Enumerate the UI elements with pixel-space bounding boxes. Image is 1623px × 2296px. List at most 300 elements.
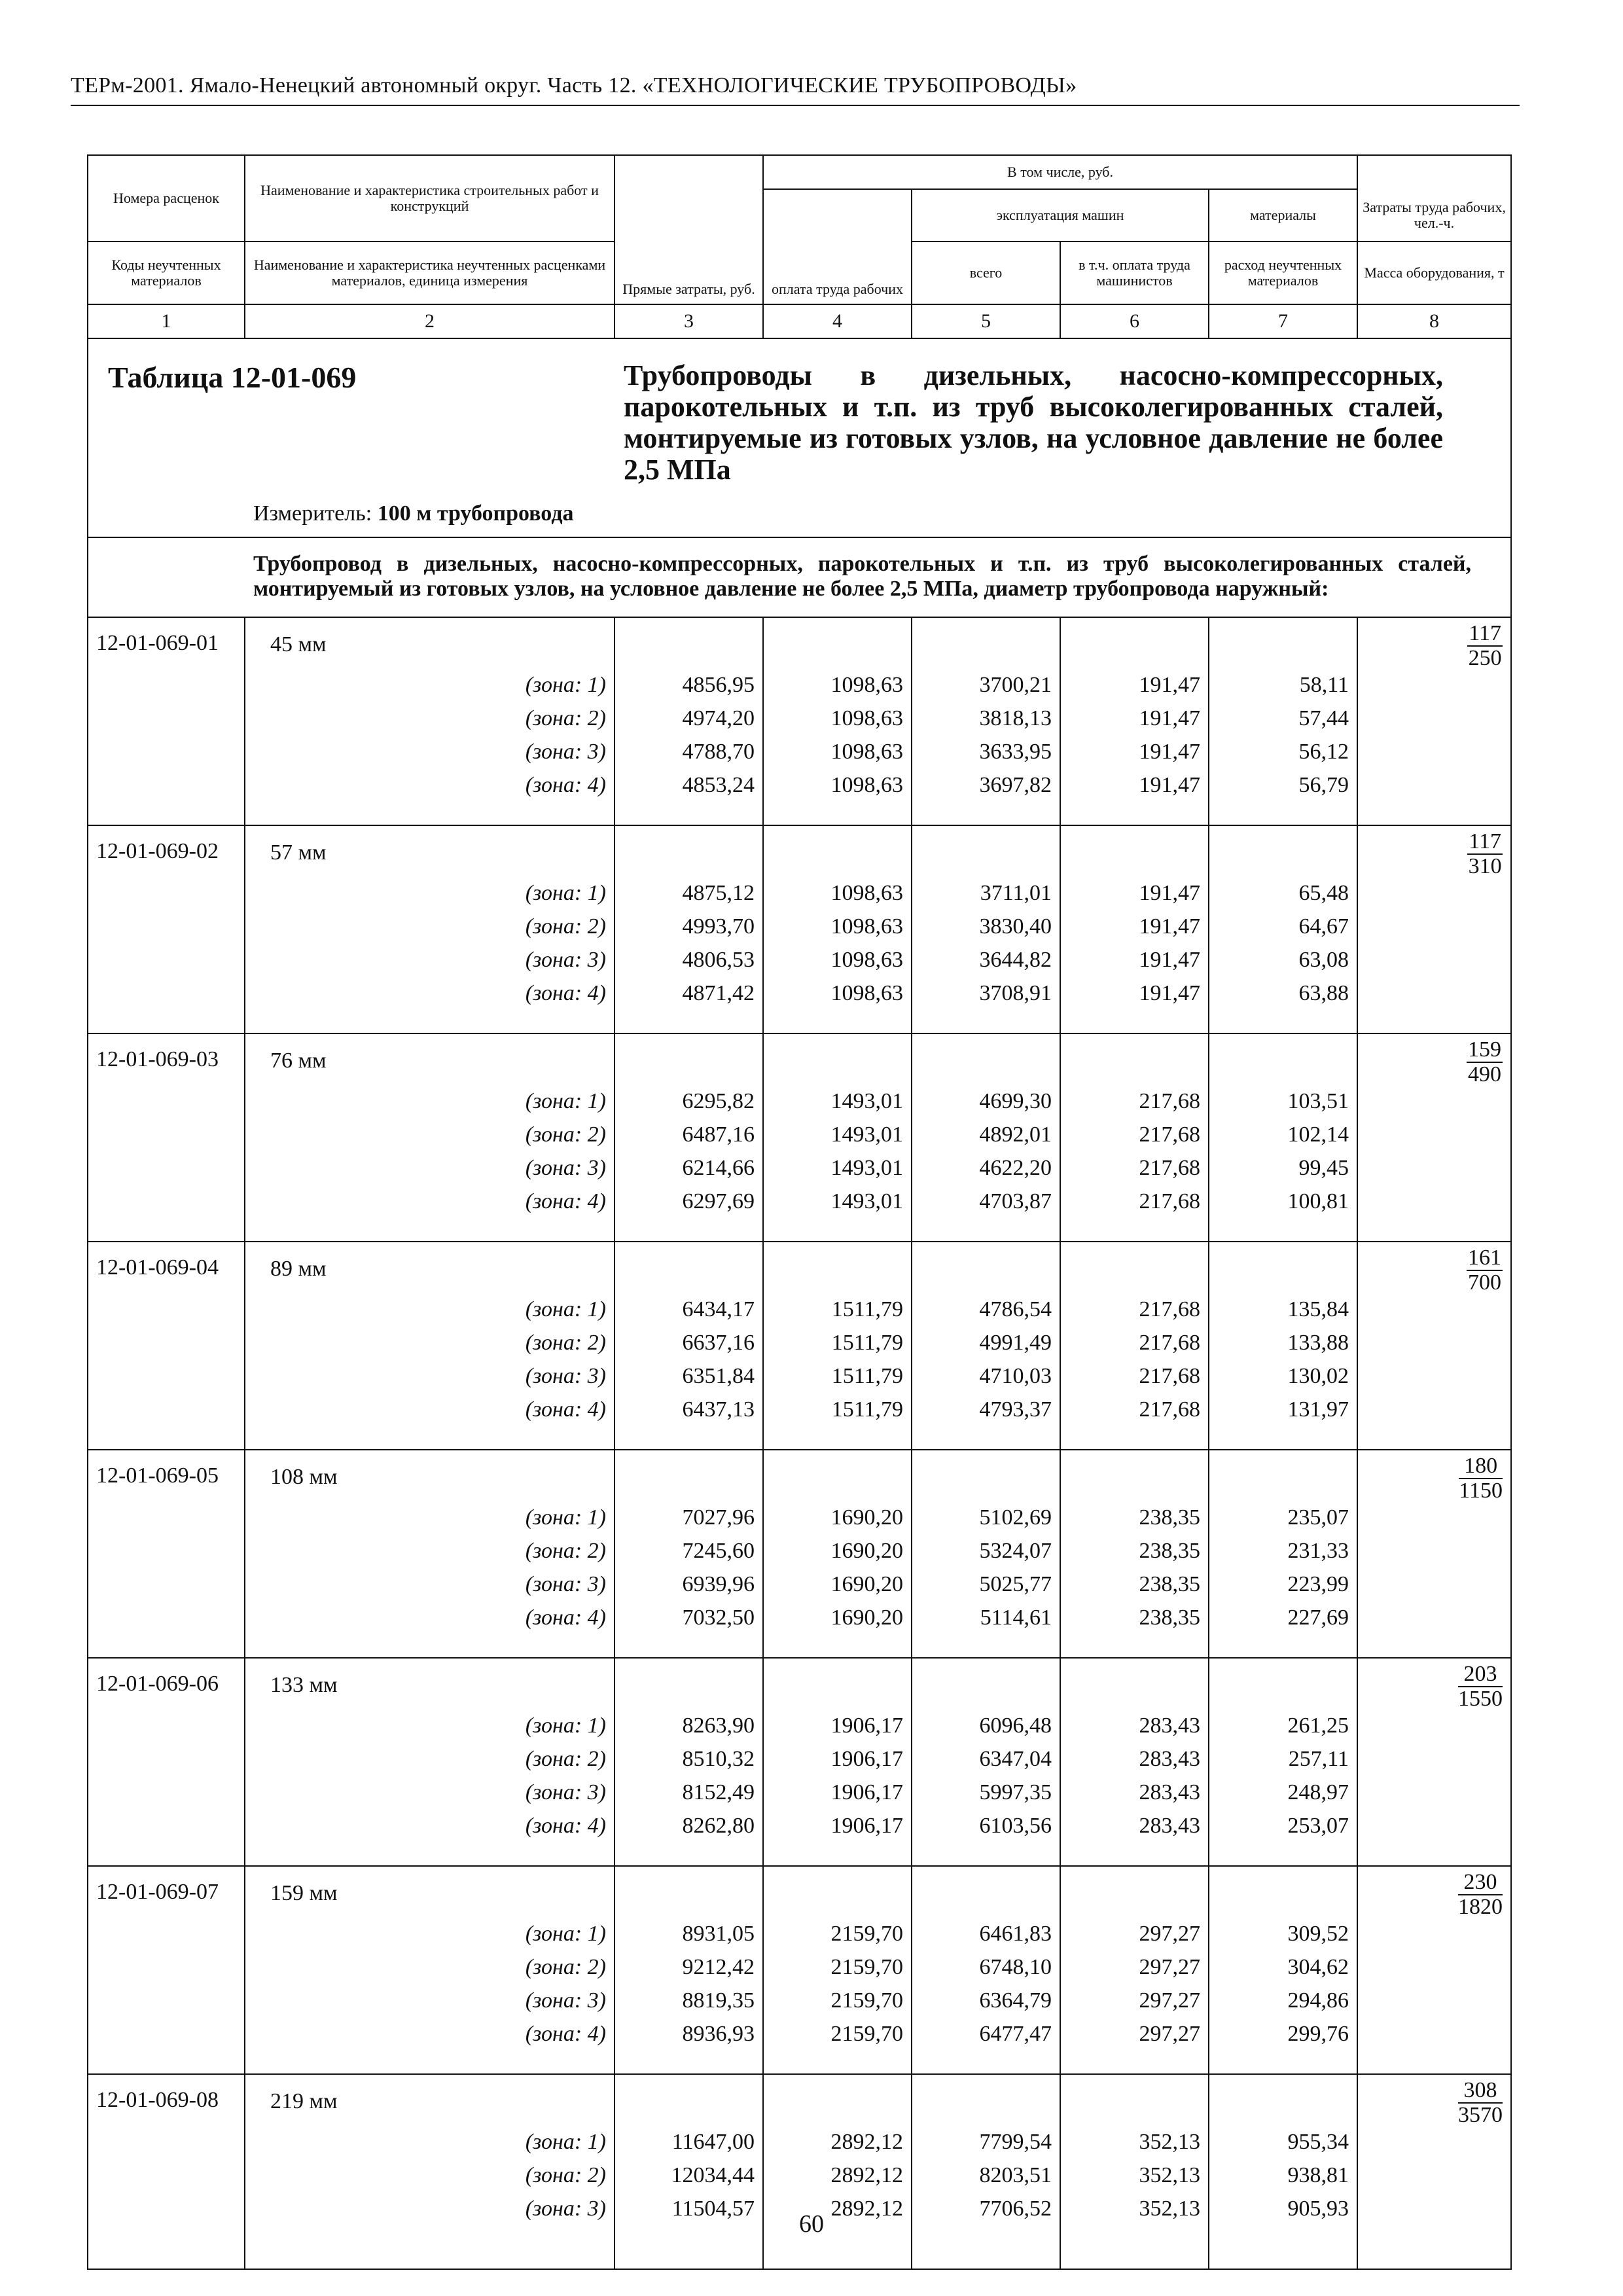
zone-label: (зона: 1)	[525, 2130, 606, 2154]
value-machines: 3697,82	[979, 773, 1052, 797]
value-wages: 1511,79	[831, 1397, 903, 1422]
value-cell-machines	[912, 1242, 1060, 1450]
value-wages: 1511,79	[831, 1297, 903, 1321]
value-direct: 6939,96	[682, 1572, 755, 1596]
equipment-mass: 1150	[1459, 1479, 1503, 1503]
value-direct: 6214,66	[682, 1156, 755, 1180]
value-machinists: 217,68	[1139, 1331, 1200, 1355]
value-machinists: 217,68	[1139, 1397, 1200, 1422]
col-wages: оплата труда рабочих	[763, 189, 912, 304]
value-cell-direct	[615, 2074, 763, 2269]
value-machines: 4710,03	[979, 1364, 1052, 1388]
value-direct: 7027,96	[682, 1505, 755, 1530]
item-name-cell	[245, 2074, 615, 2269]
labor-mass-cell	[1357, 825, 1511, 1033]
value-cell-materials	[1209, 1658, 1357, 1866]
value-machines: 5102,69	[979, 1505, 1052, 1530]
value-machines: 6461,83	[979, 1922, 1052, 1946]
value-machinists: 238,35	[1139, 1572, 1200, 1596]
zone-label: (зона: 2)	[525, 1747, 606, 1771]
value-direct: 4853,24	[682, 773, 755, 797]
value-wages: 1906,17	[830, 1747, 903, 1771]
table-row	[88, 1242, 1511, 1450]
value-machines: 5114,61	[980, 1605, 1052, 1630]
rate-code: 12-01-069-06	[88, 1658, 245, 1866]
value-wages: 1511,79	[831, 1331, 903, 1355]
col-num: 3	[615, 304, 763, 338]
value-direct: 4993,70	[682, 914, 755, 939]
value-wages: 1906,17	[830, 1814, 903, 1838]
value-direct: 7032,50	[682, 1605, 755, 1630]
col-total: всего	[912, 242, 1060, 304]
value-cell-machinists	[1060, 825, 1209, 1033]
zone-label: (зона: 2)	[525, 1539, 606, 1563]
value-wages: 1906,17	[830, 1780, 903, 1804]
value-wages: 2892,12	[830, 2130, 903, 2154]
value-direct: 6351,84	[682, 1364, 755, 1388]
value-cell-direct	[615, 1450, 763, 1658]
labor-mass-cell	[1357, 617, 1511, 825]
rate-code: 12-01-069-01	[88, 617, 245, 825]
column-numbers-row	[88, 304, 1511, 338]
value-machines: 4699,30	[979, 1089, 1052, 1113]
pipe-diameter: 219 мм	[270, 2089, 338, 2113]
zone-label: (зона: 3)	[525, 1572, 606, 1596]
value-cell-direct	[615, 617, 763, 825]
value-cell-materials	[1209, 1450, 1357, 1658]
zone-label: (зона: 4)	[525, 981, 606, 1005]
col-labor: Затраты труда рабочих, чел.-ч.	[1357, 189, 1511, 242]
zone-label: (зона: 3)	[525, 1364, 606, 1388]
value-cell-machines	[912, 617, 1060, 825]
equipment-mass: 310	[1468, 854, 1502, 878]
table-row	[88, 1866, 1511, 2074]
value-direct: 6437,13	[682, 1397, 755, 1422]
zone-label: (зона: 3)	[525, 1780, 606, 1804]
labor-mass-fraction	[1459, 1454, 1503, 1503]
value-wages: 1098,63	[830, 881, 903, 905]
labor-mass-cell	[1357, 1658, 1511, 1866]
table-label: Таблица 12-01-069	[108, 361, 357, 394]
value-cell-machines	[912, 825, 1060, 1033]
value-wages: 2159,70	[830, 2022, 903, 2046]
equipment-mass: 700	[1468, 1270, 1502, 1295]
labor-hours: 180	[1459, 1454, 1503, 1479]
value-machines: 4786,54	[979, 1297, 1052, 1321]
value-machinists: 191,47	[1139, 773, 1200, 797]
value-wages: 2159,70	[830, 1955, 903, 1979]
value-cell-direct	[615, 1866, 763, 2074]
labor-hours: 230	[1458, 1871, 1503, 1895]
col-num: 8	[1357, 304, 1511, 338]
value-machinists: 191,47	[1139, 948, 1200, 972]
labor-mass-fraction	[1458, 1662, 1503, 1711]
pipe-diameter: 45 мм	[270, 632, 327, 656]
items-body	[88, 617, 1511, 2269]
value-machines: 3708,91	[979, 981, 1052, 1005]
value-wages: 1690,20	[830, 1572, 903, 1596]
zone-label: (зона: 1)	[525, 673, 606, 697]
value-machines: 6103,56	[979, 1814, 1052, 1838]
value-machinists: 238,35	[1139, 1539, 1200, 1563]
col-rates-no: Номера расценок	[88, 155, 245, 242]
table-row	[88, 825, 1511, 1033]
labor-mass-fraction	[1467, 830, 1503, 878]
value-materials: 103,51	[1287, 1089, 1349, 1113]
rate-code: 12-01-069-07	[88, 1866, 245, 2074]
col-mass: Масса оборудования, т	[1357, 242, 1511, 304]
value-cell-materials	[1209, 1866, 1357, 2074]
item-name-cell	[245, 617, 615, 825]
item-name-cell	[245, 1658, 615, 1866]
value-machines: 6096,48	[979, 1713, 1052, 1738]
value-cell-materials	[1209, 825, 1357, 1033]
col-num: 1	[88, 304, 245, 338]
labor-mass-fraction	[1458, 1871, 1503, 1919]
value-machines: 6347,04	[979, 1747, 1052, 1771]
value-cell-machinists	[1060, 1033, 1209, 1242]
value-machinists: 217,68	[1139, 1189, 1200, 1213]
value-machines: 4793,37	[979, 1397, 1052, 1422]
value-materials: 131,97	[1287, 1397, 1349, 1422]
value-direct: 6637,16	[682, 1331, 755, 1355]
pipe-diameter: 57 мм	[270, 840, 327, 865]
value-direct: 4806,53	[682, 948, 755, 972]
col-num: 2	[245, 304, 615, 338]
zone-label: (зона: 2)	[525, 1331, 606, 1355]
value-cell-direct	[615, 1658, 763, 1866]
value-cell-machinists	[1060, 617, 1209, 825]
value-cell-machines	[912, 1658, 1060, 1866]
value-wages: 1098,63	[830, 914, 903, 939]
value-wages: 1098,63	[830, 981, 903, 1005]
value-wages: 1098,63	[830, 673, 903, 697]
value-machinists: 217,68	[1139, 1156, 1200, 1180]
value-cell-machines	[912, 1450, 1060, 1658]
measure	[253, 501, 574, 526]
zone-label: (зона: 1)	[525, 1089, 606, 1113]
labor-hours: 203	[1458, 1662, 1503, 1687]
table-row	[88, 2074, 1511, 2269]
value-wages: 1098,63	[830, 773, 903, 797]
zone-label: (зона: 3)	[525, 2197, 606, 2221]
value-machinists: 297,27	[1139, 1988, 1200, 2013]
value-materials: 56,79	[1298, 773, 1349, 797]
value-cell-materials	[1209, 1242, 1357, 1450]
pipe-diameter: 89 мм	[270, 1257, 327, 1281]
value-materials: 102,14	[1287, 1122, 1349, 1147]
value-machinists: 283,43	[1139, 1814, 1200, 1838]
value-machines: 4622,20	[979, 1156, 1052, 1180]
labor-mass-fraction	[1458, 2079, 1503, 2127]
value-direct: 4871,42	[682, 981, 755, 1005]
value-machinists: 191,47	[1139, 881, 1200, 905]
zone-label: (зона: 1)	[525, 881, 606, 905]
item-name-cell	[245, 1242, 615, 1450]
value-machines: 4703,87	[979, 1189, 1052, 1213]
table-description: Трубопровод в дизельных, насосно-компрессорных, парокотельных и т.п. из труб высоколегированных сталей, монтируемый из готовых узлов, на условное давление не более 2,5 МПа, диаметр трубопровода наружный:	[88, 537, 1511, 617]
value-machinists: 352,13	[1139, 2130, 1200, 2154]
value-direct: 6434,17	[682, 1297, 755, 1321]
item-name-cell	[245, 825, 615, 1033]
measure-value: 100 м трубопровода	[377, 501, 574, 526]
value-materials: 56,12	[1298, 740, 1349, 764]
value-materials: 100,81	[1287, 1189, 1349, 1213]
value-cell-machinists	[1060, 2074, 1209, 2269]
value-wages: 1493,01	[830, 1189, 903, 1213]
value-cell-wages	[763, 2074, 912, 2269]
value-cell-wages	[763, 1450, 912, 1658]
labor-mass-fraction	[1467, 1246, 1503, 1295]
col-incl-wages: в т.ч. оплата труда машинистов	[1060, 242, 1209, 304]
value-materials: 253,07	[1287, 1814, 1349, 1838]
value-direct: 6297,69	[682, 1189, 755, 1213]
table-row	[88, 1658, 1511, 1866]
value-machines: 5324,07	[979, 1539, 1052, 1563]
value-materials: 235,07	[1287, 1505, 1349, 1530]
table-row	[88, 1033, 1511, 1242]
zone-label: (зона: 3)	[525, 948, 606, 972]
value-materials: 63,08	[1298, 948, 1349, 972]
value-materials: 64,67	[1298, 914, 1349, 939]
page-header: ТЕРм-2001. Ямало-Ненецкий автономный округ. Часть 12. «ТЕХНОЛОГИЧЕСКИЕ ТРУБОПРОВОДЫ»	[71, 73, 1077, 98]
value-machines: 3633,95	[979, 740, 1052, 764]
value-machinists: 191,47	[1139, 981, 1200, 1005]
zone-label: (зона: 1)	[525, 1713, 606, 1738]
value-direct: 11647,00	[671, 2130, 755, 2154]
value-materials: 223,99	[1287, 1572, 1349, 1596]
col-codes: Коды неучтенных материалов	[88, 242, 245, 304]
zone-label: (зона: 4)	[525, 2022, 606, 2046]
value-direct: 8819,35	[682, 1988, 755, 2013]
pipe-diameter: 108 мм	[270, 1465, 338, 1489]
zone-label: (зона: 4)	[525, 1814, 606, 1838]
col-direct: Прямые затраты, руб.	[615, 155, 763, 304]
value-materials: 905,93	[1287, 2197, 1349, 2221]
value-cell-wages	[763, 1033, 912, 1242]
value-wages: 1493,01	[830, 1122, 903, 1147]
rate-code: 12-01-069-04	[88, 1242, 245, 1450]
value-wages: 2159,70	[830, 1922, 903, 1946]
labor-hours: 117	[1469, 829, 1502, 853]
value-materials: 257,11	[1288, 1747, 1349, 1771]
value-materials: 299,76	[1287, 2022, 1349, 2046]
labor-mass-cell	[1357, 1866, 1511, 2074]
value-cell-wages	[763, 1242, 912, 1450]
value-machinists: 352,13	[1139, 2197, 1200, 2221]
value-materials: 938,81	[1287, 2163, 1349, 2187]
value-materials: 304,62	[1287, 1955, 1349, 1979]
col-num: 6	[1060, 304, 1209, 338]
equipment-mass: 250	[1468, 646, 1502, 670]
value-materials: 955,34	[1287, 2130, 1349, 2154]
value-cell-machinists	[1060, 1450, 1209, 1658]
labor-hours: 117	[1469, 621, 1502, 645]
table-row	[88, 1450, 1511, 1658]
value-materials: 99,45	[1298, 1156, 1349, 1180]
value-machines: 3830,40	[979, 914, 1052, 939]
value-machines: 3644,82	[979, 948, 1052, 972]
zone-label: (зона: 1)	[525, 1297, 606, 1321]
value-direct: 4788,70	[682, 740, 755, 764]
value-wages: 1493,01	[830, 1156, 903, 1180]
rate-code: 12-01-069-03	[88, 1033, 245, 1242]
pipe-diameter: 133 мм	[270, 1673, 338, 1697]
zone-label: (зона: 2)	[525, 706, 606, 730]
item-name-cell	[245, 1033, 615, 1242]
value-cell-direct	[615, 1033, 763, 1242]
value-cell-wages	[763, 617, 912, 825]
value-cell-machinists	[1060, 1242, 1209, 1450]
value-materials: 227,69	[1287, 1605, 1349, 1630]
value-materials: 294,86	[1287, 1988, 1349, 2013]
value-wages: 1098,63	[830, 948, 903, 972]
value-wages: 1906,17	[830, 1713, 903, 1738]
page-number: 60	[799, 2210, 824, 2238]
value-wages: 1690,20	[830, 1505, 903, 1530]
value-direct: 8152,49	[682, 1780, 755, 1804]
value-direct: 9212,42	[682, 1955, 755, 1979]
equipment-mass: 1550	[1458, 1687, 1503, 1711]
value-materials: 248,97	[1287, 1780, 1349, 1804]
value-materials: 130,02	[1287, 1364, 1349, 1388]
value-direct: 8510,32	[682, 1747, 755, 1771]
value-machines: 4892,01	[979, 1122, 1052, 1147]
value-materials: 57,44	[1298, 706, 1349, 730]
value-machinists: 217,68	[1139, 1089, 1200, 1113]
value-cell-direct	[615, 825, 763, 1033]
value-machines: 6748,10	[979, 1955, 1052, 1979]
col-num: 4	[763, 304, 912, 338]
col-labor-top	[1357, 155, 1511, 189]
value-direct: 8931,05	[682, 1922, 755, 1946]
value-machines: 6477,47	[979, 2022, 1052, 2046]
labor-hours: 161	[1468, 1246, 1502, 1270]
value-machines: 7799,54	[979, 2130, 1052, 2154]
value-machines: 7706,52	[979, 2197, 1052, 2221]
value-machines: 3711,01	[980, 881, 1052, 905]
value-machinists: 217,68	[1139, 1297, 1200, 1321]
value-cell-wages	[763, 1866, 912, 2074]
value-wages: 2892,12	[830, 2197, 903, 2221]
value-direct: 7245,60	[682, 1539, 755, 1563]
value-machines: 5025,77	[979, 1572, 1052, 1596]
value-wages: 1098,63	[830, 740, 903, 764]
value-machinists: 283,43	[1139, 1780, 1200, 1804]
value-cell-wages	[763, 1658, 912, 1866]
labor-hours: 308	[1458, 2079, 1503, 2104]
value-cell-machines	[912, 1866, 1060, 2074]
value-cell-materials	[1209, 2074, 1357, 2269]
equipment-mass: 1820	[1458, 1895, 1503, 1919]
value-cell-direct	[615, 1242, 763, 1450]
pipe-diameter: 76 мм	[270, 1049, 327, 1073]
value-direct: 11504,57	[671, 2197, 755, 2221]
value-direct: 4974,20	[682, 706, 755, 730]
value-cell-wages	[763, 825, 912, 1033]
value-machinists: 238,35	[1139, 1605, 1200, 1630]
item-name-cell	[245, 1450, 615, 1658]
table-row	[88, 617, 1511, 825]
value-direct: 6295,82	[682, 1089, 755, 1113]
value-cell-machines	[912, 1033, 1060, 1242]
zone-label: (зона: 2)	[525, 914, 606, 939]
value-machinists: 238,35	[1139, 1505, 1200, 1530]
zone-label: (зона: 1)	[525, 1505, 606, 1530]
zone-label: (зона: 1)	[525, 1922, 606, 1946]
zone-label: (зона: 4)	[525, 1397, 606, 1422]
value-materials: 309,52	[1287, 1922, 1349, 1946]
value-wages: 1690,20	[830, 1539, 903, 1563]
value-machinists: 297,27	[1139, 1922, 1200, 1946]
col-name2: Наименование и характеристика неучтенных расценками материалов, единица измерения	[245, 242, 615, 304]
labor-mass-cell	[1357, 1033, 1511, 1242]
value-wages: 1098,63	[830, 706, 903, 730]
price-table	[87, 154, 1512, 2270]
measure-label: Измеритель:	[253, 501, 372, 526]
value-cell-machinists	[1060, 1658, 1209, 1866]
rate-code: 12-01-069-02	[88, 825, 245, 1033]
value-direct: 8936,93	[682, 2022, 755, 2046]
header-rule	[71, 105, 1520, 106]
col-incl: В том числе, руб.	[763, 155, 1357, 189]
value-wages: 1690,20	[830, 1605, 903, 1630]
col-unaccounted: расход неучтенных материалов	[1209, 242, 1357, 304]
value-wages: 2892,12	[830, 2163, 903, 2187]
value-materials: 58,11	[1299, 673, 1349, 697]
table-title-block	[88, 338, 1511, 537]
item-name-cell	[245, 1866, 615, 2074]
value-machinists: 191,47	[1139, 673, 1200, 697]
col-name: Наименование и характеристика строительных работ и конструкций	[245, 155, 615, 242]
value-materials: 133,88	[1287, 1331, 1349, 1355]
table-heading: Трубопроводы в дизельных, насосно-компрессорных, парокотельных и т.п. из труб высоколегированных сталей, монтируемые из готовых узлов, на условное давление не более 2,5 МПа	[624, 359, 1443, 486]
value-materials: 65,48	[1298, 881, 1349, 905]
value-machines: 6364,79	[979, 1988, 1052, 2013]
value-direct: 8263,90	[682, 1713, 755, 1738]
labor-mass-fraction	[1467, 1038, 1503, 1086]
labor-mass-cell	[1357, 1242, 1511, 1450]
col-machines: эксплуатация машин	[912, 189, 1209, 242]
value-materials: 63,88	[1298, 981, 1349, 1005]
zone-label: (зона: 3)	[525, 1156, 606, 1180]
equipment-mass: 490	[1468, 1062, 1502, 1086]
col-materials: материалы	[1209, 189, 1357, 242]
zone-label: (зона: 4)	[525, 1605, 606, 1630]
value-machinists: 297,27	[1139, 1955, 1200, 1979]
value-machinists: 217,68	[1139, 1364, 1200, 1388]
value-direct: 6487,16	[682, 1122, 755, 1147]
col-num: 5	[912, 304, 1060, 338]
zone-label: (зона: 2)	[525, 1955, 606, 1979]
value-cell-machinists	[1060, 1866, 1209, 2074]
pipe-diameter: 159 мм	[270, 1881, 338, 1905]
value-machinists: 191,47	[1139, 740, 1200, 764]
value-machines: 4991,49	[979, 1331, 1052, 1355]
zone-label: (зона: 4)	[525, 773, 606, 797]
value-wages: 2159,70	[830, 1988, 903, 2013]
value-machinists: 297,27	[1139, 2022, 1200, 2046]
zone-label: (зона: 2)	[525, 2163, 606, 2187]
value-machinists: 191,47	[1139, 914, 1200, 939]
value-machines: 5997,35	[979, 1780, 1052, 1804]
value-direct: 12034,44	[671, 2163, 755, 2187]
labor-mass-cell	[1357, 1450, 1511, 1658]
zone-label: (зона: 4)	[525, 1189, 606, 1213]
rate-code: 12-01-069-05	[88, 1450, 245, 1658]
value-direct: 4875,12	[682, 881, 755, 905]
value-machines: 3818,13	[979, 706, 1052, 730]
